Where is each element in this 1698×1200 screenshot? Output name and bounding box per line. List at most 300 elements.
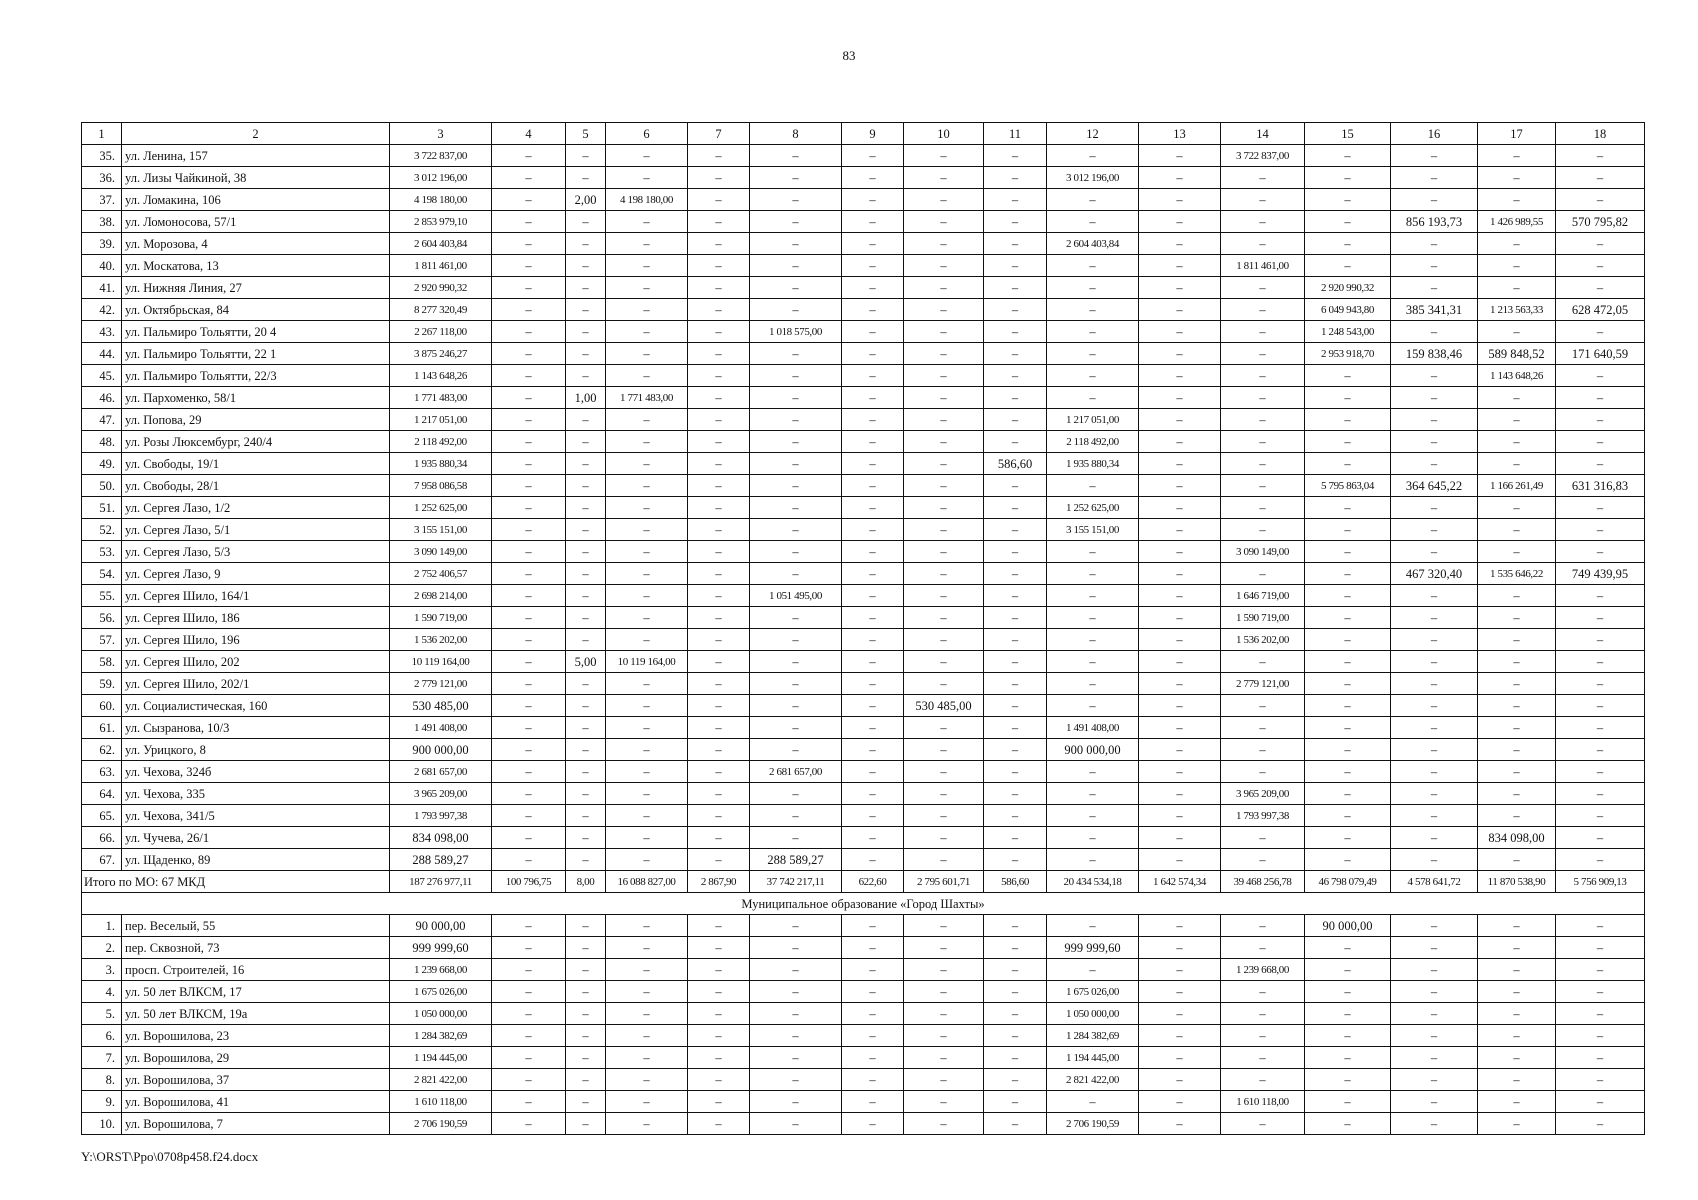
table-cell: – xyxy=(688,783,750,805)
table-cell: – xyxy=(1221,563,1305,585)
table-cell: 2 604 403,84 xyxy=(1047,233,1139,255)
table-cell: – xyxy=(1478,519,1556,541)
row-number: 43. xyxy=(82,321,122,343)
table-cell: – xyxy=(566,145,606,167)
table-cell: – xyxy=(606,233,688,255)
address-cell: ул. Пальмиро Тольятти, 22/3 xyxy=(122,365,390,387)
table-row xyxy=(82,607,1645,629)
row-number: 8. xyxy=(82,1069,122,1091)
table-cell: – xyxy=(842,1113,904,1135)
table-cell: – xyxy=(1391,849,1478,871)
table-cell: – xyxy=(606,167,688,189)
table-cell: – xyxy=(842,717,904,739)
table-cell: – xyxy=(842,937,904,959)
table-cell: – xyxy=(984,695,1047,717)
table-cell: – xyxy=(688,1003,750,1025)
table-cell: – xyxy=(688,805,750,827)
table-cell: – xyxy=(842,783,904,805)
table-cell: – xyxy=(842,211,904,233)
table-cell: – xyxy=(1139,211,1221,233)
address-cell: ул. Сергея Шило, 196 xyxy=(122,629,390,651)
table-cell: 1 935 880,34 xyxy=(390,453,492,475)
table-cell: – xyxy=(492,673,566,695)
table-row xyxy=(82,255,1645,277)
table-cell: – xyxy=(750,607,842,629)
table-cell: – xyxy=(1391,519,1478,541)
table-cell: – xyxy=(750,277,842,299)
table-cell: – xyxy=(1391,915,1478,937)
table-cell: – xyxy=(1556,1113,1645,1135)
table-cell: – xyxy=(606,981,688,1003)
table-cell: – xyxy=(492,629,566,651)
table-cell: 2 752 406,57 xyxy=(390,563,492,585)
table-row xyxy=(82,937,1645,959)
table-cell: – xyxy=(492,145,566,167)
table-cell: – xyxy=(750,541,842,563)
table-cell: – xyxy=(1139,1113,1221,1135)
table-cell: – xyxy=(1221,981,1305,1003)
row-number: 55. xyxy=(82,585,122,607)
table-cell: – xyxy=(984,277,1047,299)
table-row xyxy=(82,1047,1645,1069)
table-cell: – xyxy=(1139,255,1221,277)
table-cell: 2 953 918,70 xyxy=(1305,343,1391,365)
total-row xyxy=(82,871,1645,893)
table-cell: – xyxy=(984,805,1047,827)
table-cell: – xyxy=(750,475,842,497)
column-header: 16 xyxy=(1391,123,1478,145)
table-cell: – xyxy=(1391,585,1478,607)
table-cell: – xyxy=(984,497,1047,519)
table-cell: – xyxy=(842,255,904,277)
table-cell: – xyxy=(1556,915,1645,937)
table-cell: – xyxy=(904,849,984,871)
table-cell: – xyxy=(904,1069,984,1091)
table-cell: – xyxy=(904,211,984,233)
table-cell: – xyxy=(1139,981,1221,1003)
table-cell: – xyxy=(1139,915,1221,937)
row-number: 51. xyxy=(82,497,122,519)
table-cell: – xyxy=(492,585,566,607)
row-number: 5. xyxy=(82,1003,122,1025)
address-cell: ул. Ломакина, 106 xyxy=(122,189,390,211)
table-cell: – xyxy=(1305,563,1391,585)
table-cell: – xyxy=(750,519,842,541)
table-cell: 1 536 202,00 xyxy=(1221,629,1305,651)
table-cell: – xyxy=(904,1091,984,1113)
table-cell: – xyxy=(606,1113,688,1135)
table-cell: – xyxy=(984,321,1047,343)
table-cell: – xyxy=(904,1113,984,1135)
table-cell: – xyxy=(842,233,904,255)
table-cell: – xyxy=(1556,189,1645,211)
table-cell: 589 848,52 xyxy=(1478,343,1556,365)
table-cell: – xyxy=(984,409,1047,431)
table-cell: – xyxy=(1478,409,1556,431)
table-cell: – xyxy=(904,1003,984,1025)
row-number: 49. xyxy=(82,453,122,475)
table-cell: – xyxy=(1556,145,1645,167)
table-cell: – xyxy=(1221,431,1305,453)
row-number: 42. xyxy=(82,299,122,321)
table-cell: – xyxy=(904,519,984,541)
table-cell: – xyxy=(842,673,904,695)
column-header: 6 xyxy=(606,123,688,145)
table-cell: – xyxy=(1139,1003,1221,1025)
table-cell: – xyxy=(750,629,842,651)
table-row xyxy=(82,915,1645,937)
table-cell: – xyxy=(606,343,688,365)
table-cell: – xyxy=(842,541,904,563)
page-number: 83 xyxy=(842,48,856,63)
table-cell: – xyxy=(1391,739,1478,761)
table-cell: – xyxy=(1047,299,1139,321)
table-cell: – xyxy=(842,695,904,717)
table-cell: 2 604 403,84 xyxy=(390,233,492,255)
column-header: 4 xyxy=(492,123,566,145)
table-cell: – xyxy=(1305,607,1391,629)
address-cell: ул. Ворошилова, 37 xyxy=(122,1069,390,1091)
table-cell: – xyxy=(1305,783,1391,805)
table-cell: – xyxy=(1305,453,1391,475)
table-cell: – xyxy=(1391,277,1478,299)
table-cell: – xyxy=(1221,827,1305,849)
table-cell: 2 853 979,10 xyxy=(390,211,492,233)
row-number: 67. xyxy=(82,849,122,871)
table-cell: – xyxy=(1305,431,1391,453)
table-cell: – xyxy=(1139,783,1221,805)
table-cell: – xyxy=(1556,277,1645,299)
table-cell: – xyxy=(984,1113,1047,1135)
table-row xyxy=(82,541,1645,563)
table-cell: – xyxy=(688,519,750,541)
table-cell: – xyxy=(1478,937,1556,959)
address-cell: ул. Ломоносова, 57/1 xyxy=(122,211,390,233)
table-cell: – xyxy=(1478,1069,1556,1091)
table-cell: – xyxy=(1478,1003,1556,1025)
table-cell: – xyxy=(1391,607,1478,629)
table-cell: – xyxy=(492,343,566,365)
address-cell: ул. 50 лет ВЛКСМ, 19а xyxy=(122,1003,390,1025)
table-cell: – xyxy=(1391,827,1478,849)
table-cell: – xyxy=(1556,717,1645,739)
table-cell: – xyxy=(1391,321,1478,343)
footer-file-path: Y:\ORST\Ppo\0708p458.f24.docx xyxy=(81,1149,259,1164)
row-number: 52. xyxy=(82,519,122,541)
table-cell: – xyxy=(750,1047,842,1069)
table-cell: – xyxy=(1478,431,1556,453)
table-cell: – xyxy=(688,453,750,475)
table-cell: – xyxy=(904,651,984,673)
table-cell: – xyxy=(984,519,1047,541)
table-cell: – xyxy=(904,299,984,321)
table-row xyxy=(82,211,1645,233)
table-cell: – xyxy=(1391,959,1478,981)
table-cell: – xyxy=(1556,739,1645,761)
table-cell: 2 681 657,00 xyxy=(390,761,492,783)
table-cell: – xyxy=(1221,277,1305,299)
table-cell: – xyxy=(1305,1003,1391,1025)
table-cell: – xyxy=(1478,805,1556,827)
table-cell: – xyxy=(842,761,904,783)
table-cell: – xyxy=(1047,585,1139,607)
table-cell: – xyxy=(1305,1113,1391,1135)
table-cell: – xyxy=(1047,321,1139,343)
table-cell: – xyxy=(1305,255,1391,277)
table-cell: – xyxy=(904,761,984,783)
row-number: 4. xyxy=(82,981,122,1003)
table-cell: – xyxy=(984,1003,1047,1025)
table-cell: – xyxy=(750,1113,842,1135)
table-cell: – xyxy=(842,915,904,937)
table-cell: – xyxy=(492,959,566,981)
table-cell: – xyxy=(1139,739,1221,761)
table-cell: – xyxy=(1047,827,1139,849)
table-cell: – xyxy=(606,1091,688,1113)
table-row xyxy=(82,519,1645,541)
table-cell: – xyxy=(1556,695,1645,717)
table-cell: 1,00 xyxy=(566,387,606,409)
table-cell: 2 118 492,00 xyxy=(1047,431,1139,453)
table-cell: – xyxy=(984,1025,1047,1047)
table-cell: – xyxy=(1221,717,1305,739)
table-cell: – xyxy=(606,827,688,849)
table-cell: – xyxy=(1305,1069,1391,1091)
table-cell: – xyxy=(904,937,984,959)
table-cell: 1 248 543,00 xyxy=(1305,321,1391,343)
table-cell: – xyxy=(842,629,904,651)
table-cell: – xyxy=(984,431,1047,453)
address-cell: пер. Сквозной, 73 xyxy=(122,937,390,959)
row-number: 37. xyxy=(82,189,122,211)
table-cell: – xyxy=(984,145,1047,167)
table-cell: – xyxy=(1139,959,1221,981)
table-cell: – xyxy=(904,409,984,431)
column-header: 9 xyxy=(842,123,904,145)
table-cell: – xyxy=(1139,277,1221,299)
table-cell: – xyxy=(606,299,688,321)
table-cell: – xyxy=(842,321,904,343)
table-cell: – xyxy=(492,563,566,585)
table-cell: – xyxy=(1391,673,1478,695)
table-row xyxy=(82,563,1645,585)
table-cell: – xyxy=(492,651,566,673)
table-cell: – xyxy=(904,783,984,805)
table-cell: – xyxy=(688,607,750,629)
table-cell: – xyxy=(984,563,1047,585)
table-cell: – xyxy=(688,739,750,761)
table-cell: – xyxy=(984,629,1047,651)
table-cell: – xyxy=(566,475,606,497)
address-cell: ул. Ворошилова, 23 xyxy=(122,1025,390,1047)
table-cell: – xyxy=(566,607,606,629)
table-cell: – xyxy=(688,211,750,233)
table-cell: – xyxy=(1221,1113,1305,1135)
table-cell: – xyxy=(492,937,566,959)
table-cell: – xyxy=(1478,145,1556,167)
table-cell: 1 771 483,00 xyxy=(606,387,688,409)
row-number: 44. xyxy=(82,343,122,365)
address-cell: ул. Лизы Чайкиной, 38 xyxy=(122,167,390,189)
table-row xyxy=(82,739,1645,761)
table-cell: – xyxy=(566,277,606,299)
address-cell: ул. Сергея Шило, 164/1 xyxy=(122,585,390,607)
table-cell: 288 589,27 xyxy=(390,849,492,871)
table-cell: – xyxy=(566,409,606,431)
table-cell: – xyxy=(566,1025,606,1047)
table-row xyxy=(82,321,1645,343)
table-cell: 2 821 422,00 xyxy=(1047,1069,1139,1091)
table-cell: 171 640,59 xyxy=(1556,343,1645,365)
total-cell: 2 795 601,71 xyxy=(904,871,984,893)
table-cell: – xyxy=(750,959,842,981)
row-number: 41. xyxy=(82,277,122,299)
table-cell: – xyxy=(1047,959,1139,981)
table-cell: – xyxy=(1139,453,1221,475)
table-cell: – xyxy=(1221,651,1305,673)
table-cell: – xyxy=(1305,585,1391,607)
table-cell: – xyxy=(1047,475,1139,497)
table-cell: – xyxy=(606,629,688,651)
data-table xyxy=(81,122,1645,1135)
table-cell: – xyxy=(1391,431,1478,453)
table-cell: – xyxy=(1478,695,1556,717)
table-cell: – xyxy=(1391,717,1478,739)
table-cell: – xyxy=(566,321,606,343)
table-cell: – xyxy=(1305,629,1391,651)
table-cell: – xyxy=(1139,167,1221,189)
table-row xyxy=(82,805,1645,827)
address-cell: ул. Сергея Лазо, 5/1 xyxy=(122,519,390,541)
table-row xyxy=(82,299,1645,321)
address-cell: ул. 50 лет ВЛКСМ, 17 xyxy=(122,981,390,1003)
table-cell: – xyxy=(904,431,984,453)
table-cell: – xyxy=(1221,233,1305,255)
table-cell: – xyxy=(984,167,1047,189)
table-cell: 8 277 320,49 xyxy=(390,299,492,321)
table-cell: – xyxy=(904,365,984,387)
table-cell: – xyxy=(606,431,688,453)
table-cell: – xyxy=(1478,277,1556,299)
table-cell: – xyxy=(1478,761,1556,783)
table-cell: – xyxy=(1478,189,1556,211)
table-cell: – xyxy=(1556,541,1645,563)
total-cell: 586,60 xyxy=(984,871,1047,893)
table-cell: – xyxy=(984,915,1047,937)
table-cell: – xyxy=(904,167,984,189)
table-cell: – xyxy=(1305,387,1391,409)
table-cell: – xyxy=(984,959,1047,981)
table-cell: – xyxy=(1478,453,1556,475)
table-cell: – xyxy=(1391,497,1478,519)
table-row xyxy=(82,1113,1645,1135)
table-cell: – xyxy=(842,959,904,981)
table-cell: – xyxy=(750,233,842,255)
table-cell: – xyxy=(688,321,750,343)
table-cell: – xyxy=(1139,827,1221,849)
address-cell: ул. Ворошилова, 29 xyxy=(122,1047,390,1069)
table-cell: – xyxy=(566,739,606,761)
table-cell: 1 646 719,00 xyxy=(1221,585,1305,607)
table-cell: – xyxy=(1047,1091,1139,1113)
table-cell: – xyxy=(984,739,1047,761)
table-cell: – xyxy=(1221,497,1305,519)
table-cell: – xyxy=(842,981,904,1003)
table-cell: – xyxy=(1305,805,1391,827)
table-cell: 1 284 382,69 xyxy=(390,1025,492,1047)
table-cell: 1 050 000,00 xyxy=(1047,1003,1139,1025)
table-cell: 2 706 190,59 xyxy=(1047,1113,1139,1135)
table-cell: 7 958 086,58 xyxy=(390,475,492,497)
table-cell: – xyxy=(492,387,566,409)
table-row xyxy=(82,277,1645,299)
table-cell: – xyxy=(566,299,606,321)
table-cell: – xyxy=(606,255,688,277)
address-cell: ул. Попова, 29 xyxy=(122,409,390,431)
table-cell: – xyxy=(750,937,842,959)
table-row xyxy=(82,1069,1645,1091)
table-cell: – xyxy=(566,1003,606,1025)
table-cell: – xyxy=(1391,409,1478,431)
table-cell: – xyxy=(1305,211,1391,233)
table-cell: 1 793 997,38 xyxy=(1221,805,1305,827)
table-cell: – xyxy=(492,1025,566,1047)
row-number: 3. xyxy=(82,959,122,981)
table-cell: – xyxy=(984,1047,1047,1069)
row-number: 7. xyxy=(82,1047,122,1069)
table-cell: – xyxy=(492,761,566,783)
table-cell: 2 779 121,00 xyxy=(1221,673,1305,695)
total-cell: 2 867,90 xyxy=(688,871,750,893)
table-row xyxy=(82,717,1645,739)
table-cell: – xyxy=(904,233,984,255)
table-cell: – xyxy=(1478,783,1556,805)
table-cell: 1 675 026,00 xyxy=(390,981,492,1003)
table-cell: – xyxy=(1391,453,1478,475)
table-cell: – xyxy=(492,1113,566,1135)
table-cell: – xyxy=(984,365,1047,387)
table-cell: – xyxy=(1139,365,1221,387)
table-cell: – xyxy=(566,541,606,563)
address-cell: ул. Сергея Лазо, 5/3 xyxy=(122,541,390,563)
table-cell: – xyxy=(492,211,566,233)
table-cell: – xyxy=(1305,761,1391,783)
table-cell: – xyxy=(1305,167,1391,189)
table-row xyxy=(82,695,1645,717)
table-cell: – xyxy=(750,409,842,431)
table-cell: – xyxy=(984,299,1047,321)
table-cell: – xyxy=(904,497,984,519)
table-cell: – xyxy=(842,497,904,519)
table-cell: – xyxy=(1391,783,1478,805)
table-cell: – xyxy=(1047,255,1139,277)
address-cell: ул. Пархоменко, 58/1 xyxy=(122,387,390,409)
table-cell: – xyxy=(904,255,984,277)
table-cell: 1 811 461,00 xyxy=(390,255,492,277)
table-cell: – xyxy=(606,937,688,959)
table-cell: – xyxy=(606,277,688,299)
total-cell: 1 642 574,34 xyxy=(1139,871,1221,893)
table-cell: – xyxy=(1221,299,1305,321)
table-cell: 2 920 990,32 xyxy=(1305,277,1391,299)
table-cell: – xyxy=(1305,673,1391,695)
address-cell: ул. Чехова, 324б xyxy=(122,761,390,783)
table-cell: 1 811 461,00 xyxy=(1221,255,1305,277)
row-number: 38. xyxy=(82,211,122,233)
table-cell: – xyxy=(566,673,606,695)
table-cell: – xyxy=(1221,387,1305,409)
table-cell: – xyxy=(842,387,904,409)
